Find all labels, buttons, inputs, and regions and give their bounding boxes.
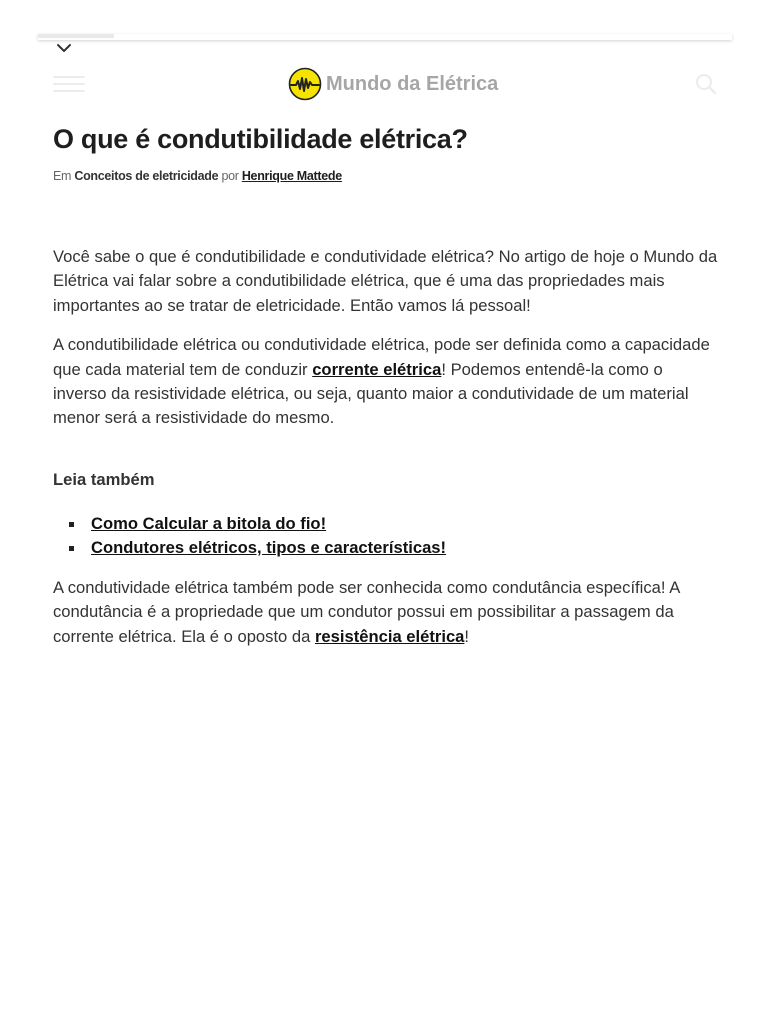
- bullet-icon: [69, 546, 74, 551]
- list-item: [91, 536, 718, 560]
- paragraph-definition: [53, 333, 718, 430]
- list-item: [91, 512, 718, 536]
- paragraph-definition-text: A condutibilidade elétrica ou condutividade elétrica, pode ser definida como a capacidade que cada material tem de conduzir: [53, 335, 710, 379]
- paragraph-conductance: [53, 576, 718, 649]
- meta-by-label: por: [221, 169, 239, 183]
- paragraph-intro: Você sabe o que é condutibilidade e condutividade elétrica? No artigo de hoje o Mundo da Elétrica vai falar sobre a condutibilidade elétrica, que é uma das propriedades mais importantes ao se tratar de eletricidade. Então vamos lá pessoal!: [53, 247, 718, 315]
- chevron-down-icon[interactable]: [54, 40, 74, 56]
- paragraph-conductance-text-end: !: [464, 626, 470, 646]
- search-icon[interactable]: [694, 72, 718, 96]
- read-also-list: [53, 512, 718, 561]
- meta-in-label: Em: [53, 169, 72, 183]
- bullet-icon: [69, 522, 74, 527]
- read-also-link-condutores[interactable]: Condutores elétricos, tipos e características!: [91, 538, 447, 558]
- author-link[interactable]: Henrique Mattede: [241, 169, 342, 183]
- read-also-link-bitola[interactable]: Como Calcular a bitola do fio!: [91, 513, 327, 533]
- page-title: O que é condutibilidade elétrica?: [53, 124, 468, 154]
- brand-link[interactable]: [288, 67, 498, 101]
- read-also-heading: Leia também: [53, 469, 155, 489]
- article-content: [53, 245, 718, 664]
- resistencia-eletrica-link[interactable]: resistência elétrica: [314, 626, 465, 646]
- brand-name: Mundo da Elétrica: [326, 72, 499, 95]
- top-bar-tab: [38, 34, 114, 38]
- article-meta: [53, 169, 342, 183]
- paragraph-conductance-text: A condutividade elétrica também pode ser conhecida como condutância específica! A condutância é a propriedade que um condutor possui em possibilitar a passagem da corrente elétrica. Ela é o oposto da: [53, 577, 680, 646]
- top-bar: [38, 34, 732, 40]
- site-header: [0, 62, 768, 106]
- hamburger-menu-icon[interactable]: [53, 76, 85, 92]
- sine-wave-logo-icon: [288, 67, 322, 101]
- paragraph-definition-text-end: ! Podemos entendê-la como o inverso da resistividade elétrica, ou seja, quanto maior a condutividade de um material menor será a resistividade do mesmo.: [53, 359, 689, 428]
- category-label: Conceitos de eletricidade: [74, 169, 219, 183]
- corrente-eletrica-link[interactable]: corrente elétrica: [312, 359, 442, 379]
